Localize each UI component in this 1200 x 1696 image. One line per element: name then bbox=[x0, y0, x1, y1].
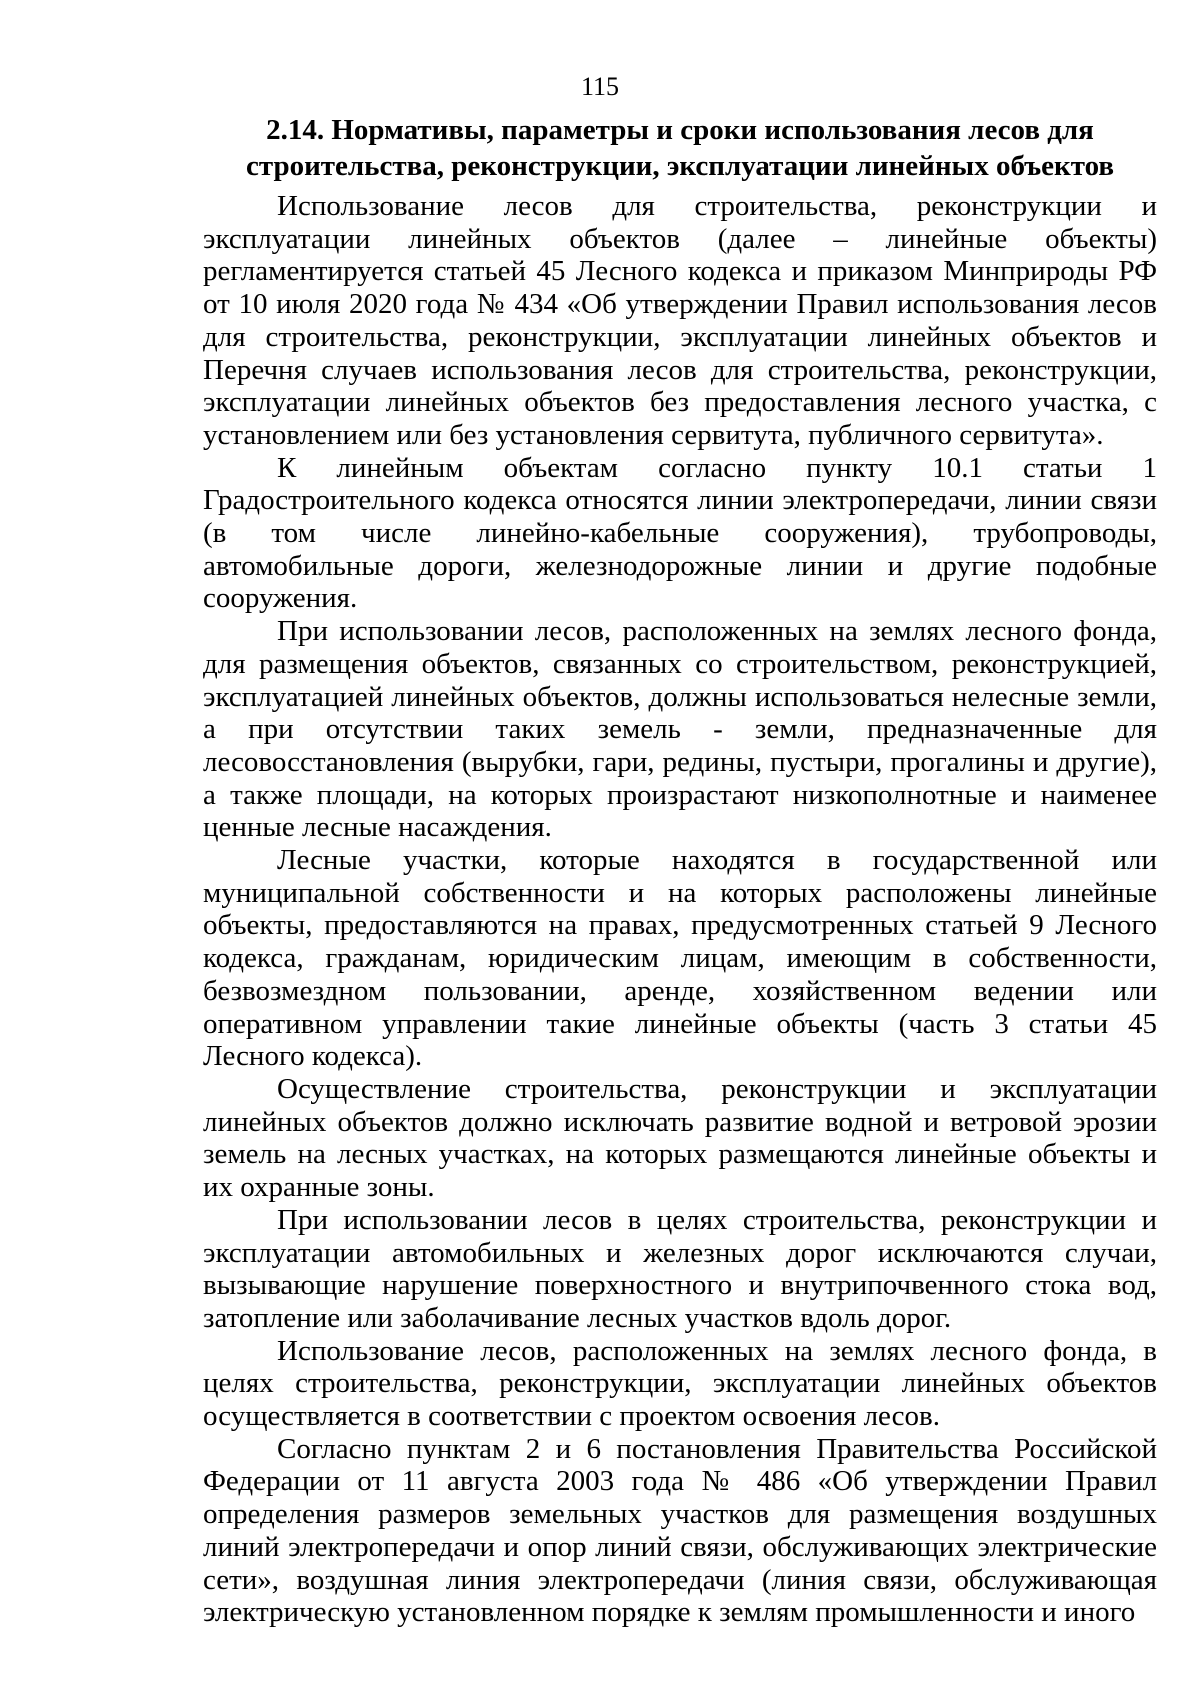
paragraph: Использование лесов для строительства, реконструкции и эксплуатации линейных объектов (далее – линейные объекты) регламентируется статьей 45 Лесного кодекса и приказом Минприроды РФ от 10 июля 2020 года № 434 «Об утверждении Правил использования лесов для строительства, реконструкции, эксплуатации линейных объектов и Перечня случаев использования лесов для строительства, реконструкции, эксплуатации линейных объектов без предоставления лесного участка, с установлением или без установления сервитута, публичного сервитута». bbox=[203, 190, 1157, 451]
paragraph: Использование лесов, расположенных на землях лесного фонда, в целях строительства, реконструкции, эксплуатации линейных объектов осуществляется в соответствии с проектом освоения лесов. bbox=[203, 1334, 1157, 1433]
section-heading bbox=[200, 112, 1160, 184]
paragraph: К линейным объектам согласно пункту 10.1 статьи 1 Градостроительного кодекса относятся линии электропередачи, линии связи (в том числе линейно-кабельные сооружения), трубопроводы, автомобильные дороги, железнодорожные линии и другие подобные сооружения. bbox=[203, 451, 1157, 615]
section-heading-line-2: строительства, реконструкции, эксплуатации линейных объектов bbox=[245, 150, 1115, 182]
paragraph: Осуществление строительства, реконструкции и эксплуатации линейных объектов должно исключать развитие водной и ветровой эрозии земель на лесных участках, на которых размещаются линейные объекты и их охранные зоны. bbox=[203, 1072, 1157, 1204]
body-text bbox=[203, 190, 1157, 1629]
page-number: 115 bbox=[580, 72, 620, 101]
paragraph: При использовании лесов, расположенных на землях лесного фонда, для размещения объектов, связанных со строительством, реконструкцией, эксплуатацией линейных объектов, должны использоваться нелесные земли, а при отсутствии таких земель - земли, предназначенные для лесовосстановления (вырубки, гари, редины, пустыри, прогалины и другие), а также площади, на которых произрастают низкополнотные и наименее ценные лесные насаждения. bbox=[203, 615, 1157, 844]
paragraph: Согласно пунктам 2 и 6 постановления Правительства Российской Федерации от 11 августа 2003 года № 486 «Об утверждении Правил определения размеров земельных участков для размещения воздушных линий электропередачи и опор линий связи, обслуживающих электрические сети», воздушная линия электропередачи (линия связи, обслуживающая электрическую установленном порядке к землям промышленности и иного bbox=[203, 1432, 1157, 1629]
paragraph: Лесные участки, которые находятся в государственной или муниципальной собственности и на которых расположены линейные объекты, предоставляются на правах, предусмотренных статьей 9 Лесного кодекса, гражданам, юридическим лицам, имеющим в собственности, безвозмездном пользовании, аренде, хозяйственном ведении или оперативном управлении такие линейные объекты (часть 3 статьи 45 Лесного кодекса). bbox=[203, 844, 1157, 1073]
paragraph: При использовании лесов в целях строительства, реконструкции и эксплуатации автомобильных и железных дорог исключаются случаи, вызывающие нарушение поверхностного и внутрипочвенного стока вод, затопление или заболачивание лесных участков вдоль дорог. bbox=[203, 1203, 1157, 1334]
section-heading-line-1: 2.14. Нормативы, параметры и сроки использования лесов для bbox=[266, 114, 1094, 146]
